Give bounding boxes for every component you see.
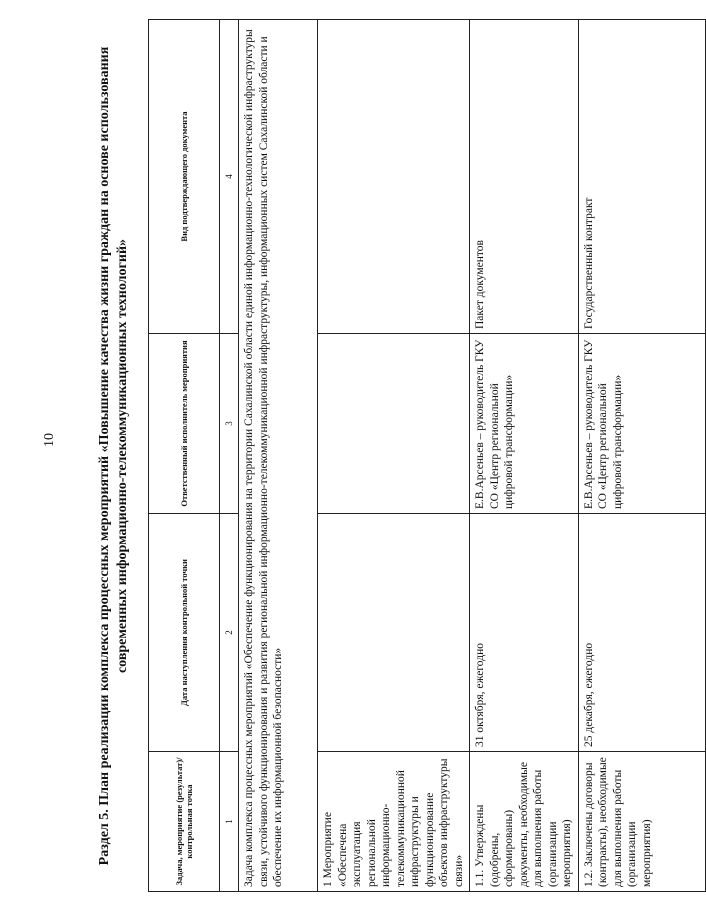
header-date: Дата наступления контрольной точки — [149, 514, 220, 752]
date-cell: 31 октября, ежегодно — [470, 514, 579, 752]
section-title: Раздел 5. План реализации комплекса процессных мероприятий «Повышение качества жизни граждан на основе использования современных информационно-телекоммуникационных технологий» — [97, 46, 130, 866]
table-row — [318, 20, 470, 892]
page-number: 10 — [42, 433, 57, 447]
table-row — [470, 20, 579, 892]
date-cell: 25 декабря, ежегодно — [578, 514, 705, 752]
rotated-page — [96, 20, 653, 892]
header-number: 2 — [220, 514, 239, 752]
document-cell: Государственный контракт — [578, 20, 705, 334]
header-number: 1 — [220, 752, 239, 892]
header-row — [149, 20, 220, 892]
header-executor: Ответственный исполнитель мероприятия — [149, 334, 220, 514]
executor-cell — [318, 334, 470, 514]
task-description: Задача комплекса процессных мероприятий «Обеспечение функционирования на территории Сахалинской области единой информационно-технологической инфраструктуры связи, устойчивого функционирования и развития региональной информационно-телекоммуникационной инфраструктуры, информационных систем Сахалинской области и обеспечение их информационной безопасности» — [239, 20, 318, 892]
executor-cell: Е.В.Арсеньев – руководитель ГКУ СО «Центр региональной цифровой трансформации» — [578, 334, 705, 514]
document-cell — [318, 20, 470, 334]
measure-cell: 1.2. Заключены договоры (контракты), необходимые для выполнения работы (организации мероприятия) — [578, 752, 705, 892]
measure-cell: 1.1. Утверждены (одобрены, сформированы) документы, необходимые для выполнения работы (организации мероприятия) — [470, 752, 579, 892]
header-document: Вид подтверждающего документа — [149, 20, 220, 334]
plan-table — [148, 19, 706, 892]
task-row — [239, 20, 318, 892]
header-number: 4 — [220, 20, 239, 334]
document-cell: Пакет документов — [470, 20, 579, 334]
date-cell — [318, 514, 470, 752]
header-measure: Задача, мероприятие (результат)/контрольная точка — [149, 752, 220, 892]
header-number: 3 — [220, 334, 239, 514]
table-row — [578, 20, 705, 892]
header-number-row — [220, 20, 239, 892]
executor-cell: Е.В.Арсеньев – руководитель ГКУ СО «Центр региональной цифровой трансформации» — [470, 334, 579, 514]
measure-cell: 1 Мероприятие «Обеспечена эксплуатация региональной информационно-телекоммуникационной инфраструктуры и функционирование объектов инфраструктуры связи» — [318, 752, 470, 892]
